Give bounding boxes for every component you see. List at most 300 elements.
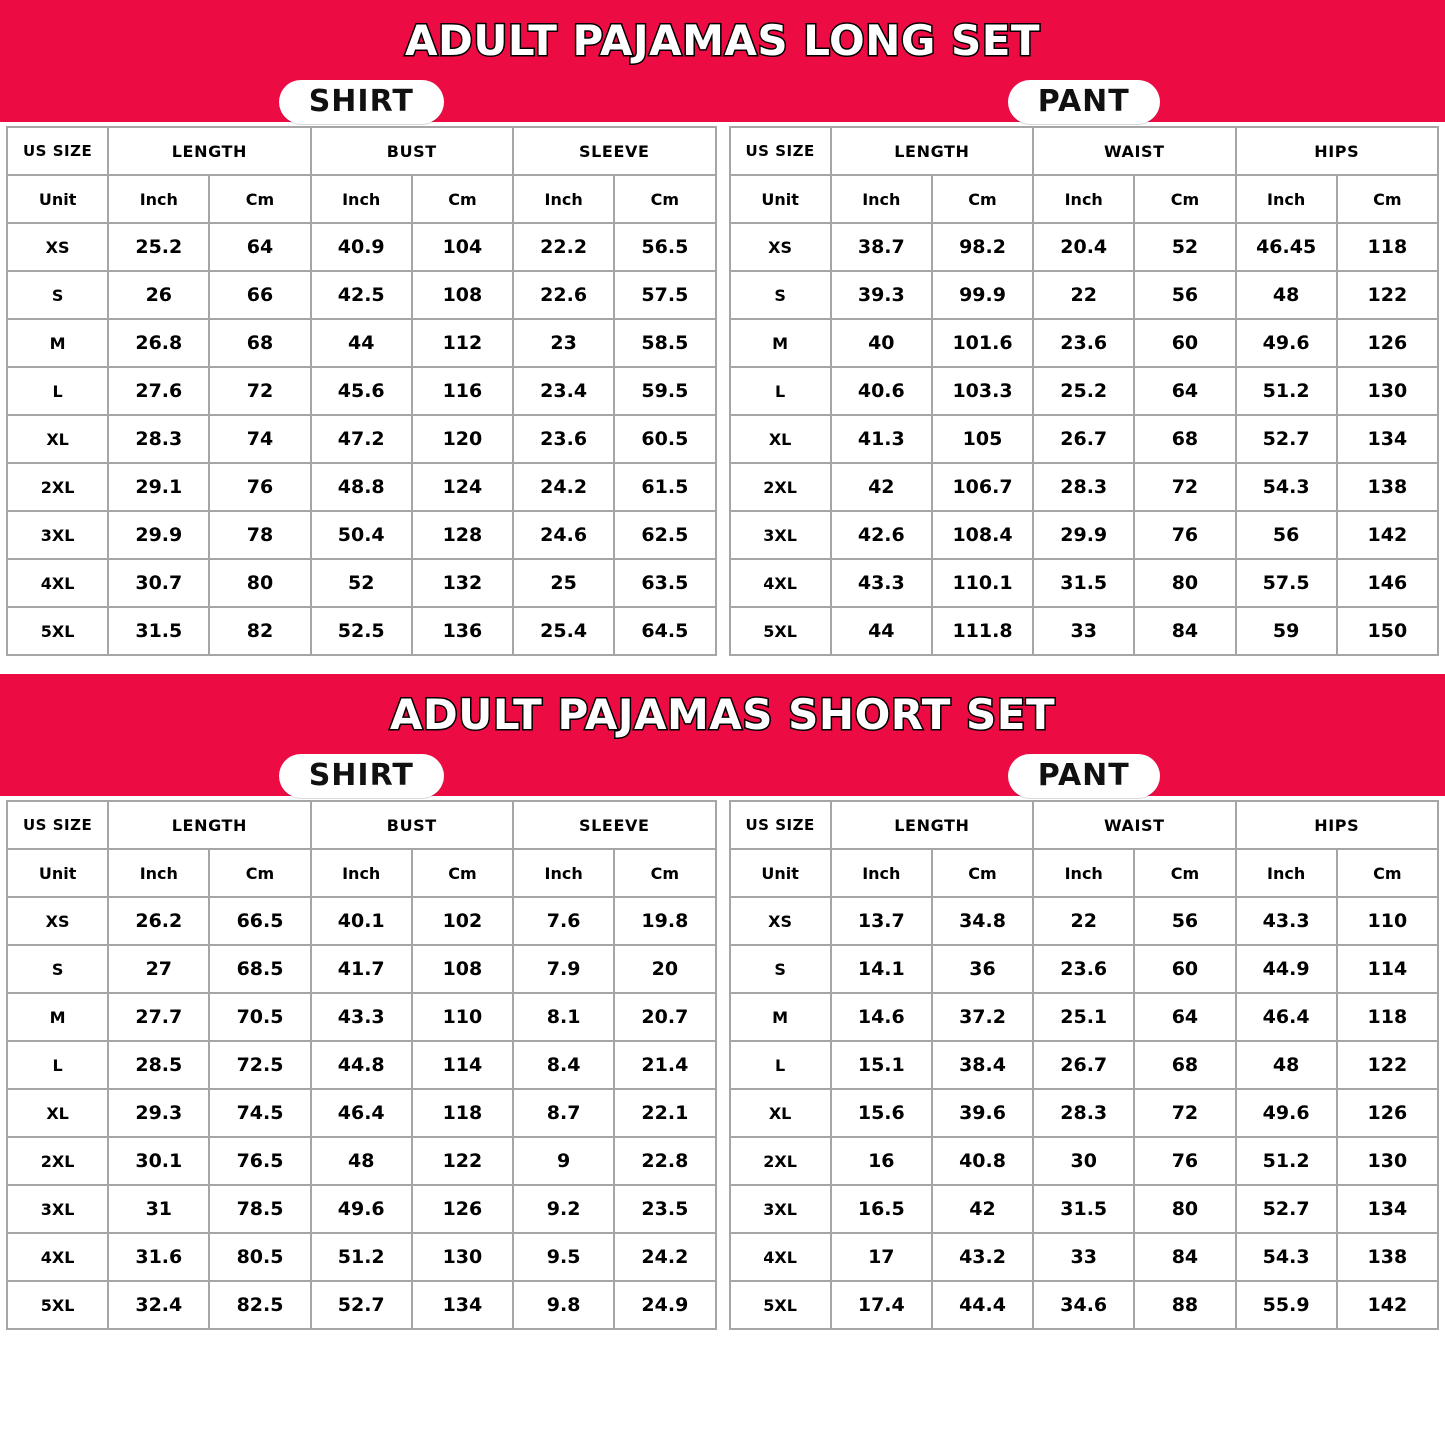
cell-value: 82 — [209, 607, 310, 655]
pill-cell-shirt-long — [0, 78, 723, 122]
cell-size: L — [730, 367, 831, 415]
cell-value: 23.6 — [1033, 945, 1134, 993]
cell-value: 22 — [1033, 897, 1134, 945]
table-row — [7, 463, 716, 511]
cell-value: 60.5 — [614, 415, 715, 463]
table-header-groups — [7, 801, 716, 849]
cell-size: S — [730, 271, 831, 319]
table-row — [730, 897, 1439, 945]
label-unit: Unit — [7, 175, 108, 223]
cell-size: M — [730, 993, 831, 1041]
cell-value: 20 — [614, 945, 715, 993]
cell-value: 40.6 — [831, 367, 932, 415]
cell-value: 55.9 — [1236, 1281, 1337, 1329]
cell-value: 16 — [831, 1137, 932, 1185]
header-group-waist: WAIST — [1033, 801, 1235, 849]
header-unit: Inch — [513, 175, 614, 223]
header-unit: Cm — [209, 175, 310, 223]
cell-value: 72 — [209, 367, 310, 415]
cell-value: 110 — [1337, 897, 1438, 945]
cell-value: 44.4 — [932, 1281, 1033, 1329]
cell-value: 76 — [1134, 1137, 1235, 1185]
cell-value: 132 — [412, 559, 513, 607]
cell-value: 28.5 — [108, 1041, 209, 1089]
cell-value: 39.6 — [932, 1089, 1033, 1137]
cell-value: 21.4 — [614, 1041, 715, 1089]
cell-value: 23.5 — [614, 1185, 715, 1233]
cell-value: 56 — [1236, 511, 1337, 559]
cell-value: 128 — [412, 511, 513, 559]
cell-value: 54.3 — [1236, 1233, 1337, 1281]
cell-value: 68 — [1134, 415, 1235, 463]
header-unit: Cm — [1337, 849, 1438, 897]
cell-value: 44 — [831, 607, 932, 655]
cell-size: 5XL — [7, 607, 108, 655]
cell-value: 134 — [1337, 1185, 1438, 1233]
cell-value: 24.9 — [614, 1281, 715, 1329]
header-unit: Cm — [412, 849, 513, 897]
cell-size: 4XL — [730, 559, 831, 607]
header-unit: Cm — [209, 849, 310, 897]
section-divider — [0, 662, 1445, 674]
cell-value: 130 — [412, 1233, 513, 1281]
cell-value: 46.45 — [1236, 223, 1337, 271]
cell-value: 22.1 — [614, 1089, 715, 1137]
cell-value: 142 — [1337, 1281, 1438, 1329]
cell-value: 22 — [1033, 271, 1134, 319]
cell-size: 5XL — [7, 1281, 108, 1329]
header-group-length: LENGTH — [108, 801, 310, 849]
cell-value: 48.8 — [311, 463, 412, 511]
cell-value: 25 — [513, 559, 614, 607]
header-group-hips: HIPS — [1236, 127, 1438, 175]
header-us-size: US SIZE — [7, 801, 108, 849]
cell-size: XS — [730, 897, 831, 945]
cell-value: 31 — [108, 1185, 209, 1233]
cell-value: 15.1 — [831, 1041, 932, 1089]
cell-value: 118 — [412, 1089, 513, 1137]
cell-value: 62.5 — [614, 511, 715, 559]
cell-value: 31.5 — [1033, 1185, 1134, 1233]
cell-value: 9.5 — [513, 1233, 614, 1281]
cell-value: 23.4 — [513, 367, 614, 415]
cell-size: 5XL — [730, 1281, 831, 1329]
cell-value: 26.2 — [108, 897, 209, 945]
cell-value: 122 — [1337, 271, 1438, 319]
cell-value: 104 — [412, 223, 513, 271]
cell-value: 150 — [1337, 607, 1438, 655]
cell-value: 122 — [1337, 1041, 1438, 1089]
cell-value: 37.2 — [932, 993, 1033, 1041]
cell-value: 70.5 — [209, 993, 310, 1041]
cell-value: 46.4 — [1236, 993, 1337, 1041]
table-row — [7, 993, 716, 1041]
header-unit: Cm — [932, 175, 1033, 223]
cell-value: 24.2 — [513, 463, 614, 511]
cell-value: 22.2 — [513, 223, 614, 271]
cell-value: 30.7 — [108, 559, 209, 607]
cell-value: 24.2 — [614, 1233, 715, 1281]
cell-value: 122 — [412, 1137, 513, 1185]
cell-value: 114 — [1337, 945, 1438, 993]
pill-row-short-set — [0, 752, 1445, 796]
label-unit: Unit — [730, 849, 831, 897]
header-unit: Cm — [932, 849, 1033, 897]
table-row — [7, 1089, 716, 1137]
cell-value: 118 — [1337, 993, 1438, 1041]
cell-value: 60 — [1134, 319, 1235, 367]
cell-value: 102 — [412, 897, 513, 945]
cell-size: XS — [730, 223, 831, 271]
header-group-bust: BUST — [311, 127, 513, 175]
cell-value: 8.1 — [513, 993, 614, 1041]
cell-size: L — [730, 1041, 831, 1089]
cell-value: 68.5 — [209, 945, 310, 993]
table-wrap-pant-short — [723, 796, 1445, 1336]
table-row — [7, 271, 716, 319]
cell-value: 45.6 — [311, 367, 412, 415]
header-group-length: LENGTH — [831, 127, 1033, 175]
table-row — [730, 1233, 1439, 1281]
cell-value: 51.2 — [1236, 1137, 1337, 1185]
cell-value: 76 — [1134, 511, 1235, 559]
header-group-bust: BUST — [311, 801, 513, 849]
table-row — [730, 1089, 1439, 1137]
cell-value: 126 — [1337, 1089, 1438, 1137]
pill-cell-shirt-short — [0, 752, 723, 796]
cell-value: 48 — [1236, 1041, 1337, 1089]
cell-value: 103.3 — [932, 367, 1033, 415]
cell-value: 23.6 — [513, 415, 614, 463]
cell-value: 52.7 — [1236, 415, 1337, 463]
cell-size: M — [7, 319, 108, 367]
table-unit-row — [730, 175, 1439, 223]
cell-value: 26.7 — [1033, 415, 1134, 463]
label-shirt-short: SHIRT — [279, 754, 444, 798]
header-unit: Inch — [513, 849, 614, 897]
cell-value: 42 — [932, 1185, 1033, 1233]
size-table-shirt-short — [6, 800, 717, 1330]
table-unit-row — [7, 849, 716, 897]
cell-value: 14.6 — [831, 993, 932, 1041]
cell-value: 40 — [831, 319, 932, 367]
cell-value: 40.1 — [311, 897, 412, 945]
cell-value: 44 — [311, 319, 412, 367]
cell-size: M — [7, 993, 108, 1041]
cell-size: M — [730, 319, 831, 367]
size-table-pant-short — [729, 800, 1440, 1330]
table-row — [7, 1185, 716, 1233]
label-unit: Unit — [7, 849, 108, 897]
cell-value: 68 — [209, 319, 310, 367]
cell-size: S — [7, 271, 108, 319]
cell-value: 31.6 — [108, 1233, 209, 1281]
cell-value: 48 — [1236, 271, 1337, 319]
header-unit: Inch — [311, 175, 412, 223]
cell-size: 2XL — [7, 463, 108, 511]
cell-value: 78.5 — [209, 1185, 310, 1233]
cell-value: 26.8 — [108, 319, 209, 367]
cell-value: 138 — [1337, 1233, 1438, 1281]
page-title-long-set: ADULT PAJAMAS LONG SET — [404, 16, 1041, 65]
label-pant-long: PANT — [1008, 80, 1160, 124]
cell-value: 112 — [412, 319, 513, 367]
cell-value: 47.2 — [311, 415, 412, 463]
table-row — [730, 319, 1439, 367]
cell-value: 30 — [1033, 1137, 1134, 1185]
cell-value: 146 — [1337, 559, 1438, 607]
cell-value: 29.3 — [108, 1089, 209, 1137]
cell-size: XL — [7, 1089, 108, 1137]
cell-value: 26.7 — [1033, 1041, 1134, 1089]
cell-value: 52 — [1134, 223, 1235, 271]
table-row — [730, 993, 1439, 1041]
cell-value: 40.8 — [932, 1137, 1033, 1185]
pill-cell-pant-long — [723, 78, 1445, 122]
cell-value: 84 — [1134, 1233, 1235, 1281]
cell-value: 64 — [1134, 367, 1235, 415]
header-unit: Inch — [108, 849, 209, 897]
table-row — [730, 945, 1439, 993]
cell-value: 76.5 — [209, 1137, 310, 1185]
cell-value: 136 — [412, 607, 513, 655]
cell-value: 82.5 — [209, 1281, 310, 1329]
cell-value: 52.5 — [311, 607, 412, 655]
table-row — [7, 1041, 716, 1089]
cell-value: 80.5 — [209, 1233, 310, 1281]
cell-value: 28.3 — [1033, 1089, 1134, 1137]
cell-value: 9.2 — [513, 1185, 614, 1233]
cell-value: 138 — [1337, 463, 1438, 511]
cell-value: 124 — [412, 463, 513, 511]
cell-value: 142 — [1337, 511, 1438, 559]
cell-value: 23.6 — [1033, 319, 1134, 367]
cell-value: 78 — [209, 511, 310, 559]
cell-value: 30.1 — [108, 1137, 209, 1185]
cell-size: 3XL — [7, 1185, 108, 1233]
table-row — [730, 367, 1439, 415]
pill-row-long-set — [0, 78, 1445, 122]
cell-value: 39.3 — [831, 271, 932, 319]
cell-value: 31.5 — [1033, 559, 1134, 607]
label-shirt-long: SHIRT — [279, 80, 444, 124]
size-table-pant-long — [729, 126, 1440, 656]
cell-value: 9.8 — [513, 1281, 614, 1329]
cell-size: 2XL — [7, 1137, 108, 1185]
cell-size: XL — [730, 1089, 831, 1137]
cell-size: 5XL — [730, 607, 831, 655]
header-unit: Cm — [1134, 175, 1235, 223]
cell-value: 40.9 — [311, 223, 412, 271]
header-unit: Inch — [831, 849, 932, 897]
cell-value: 31.5 — [108, 607, 209, 655]
cell-value: 64 — [209, 223, 310, 271]
cell-value: 101.6 — [932, 319, 1033, 367]
cell-value: 110 — [412, 993, 513, 1041]
cell-value: 25.2 — [1033, 367, 1134, 415]
cell-value: 61.5 — [614, 463, 715, 511]
header-unit: Inch — [831, 175, 932, 223]
header-unit: Inch — [108, 175, 209, 223]
cell-value: 72.5 — [209, 1041, 310, 1089]
table-row — [7, 1281, 716, 1329]
cell-value: 126 — [1337, 319, 1438, 367]
cell-value: 56 — [1134, 271, 1235, 319]
header-unit: Inch — [311, 849, 412, 897]
cell-value: 54.3 — [1236, 463, 1337, 511]
section-short-set — [0, 674, 1445, 1336]
cell-size: 4XL — [7, 559, 108, 607]
cell-value: 38.7 — [831, 223, 932, 271]
cell-value: 25.4 — [513, 607, 614, 655]
table-row — [7, 607, 716, 655]
cell-value: 8.7 — [513, 1089, 614, 1137]
cell-value: 130 — [1337, 367, 1438, 415]
cell-value: 57.5 — [1236, 559, 1337, 607]
table-row — [730, 559, 1439, 607]
cell-value: 99.9 — [932, 271, 1033, 319]
table-row — [730, 271, 1439, 319]
cell-value: 43.2 — [932, 1233, 1033, 1281]
header-unit: Inch — [1033, 849, 1134, 897]
cell-value: 7.6 — [513, 897, 614, 945]
cell-value: 105 — [932, 415, 1033, 463]
cell-value: 116 — [412, 367, 513, 415]
cell-size: L — [7, 1041, 108, 1089]
cell-value: 14.1 — [831, 945, 932, 993]
cell-value: 84 — [1134, 607, 1235, 655]
cell-value: 28.3 — [108, 415, 209, 463]
cell-value: 29.9 — [108, 511, 209, 559]
cell-size: L — [7, 367, 108, 415]
header-unit: Cm — [614, 849, 715, 897]
cell-value: 46.4 — [311, 1089, 412, 1137]
cell-value: 8.4 — [513, 1041, 614, 1089]
table-unit-row — [730, 849, 1439, 897]
cell-value: 41.3 — [831, 415, 932, 463]
cell-size: S — [7, 945, 108, 993]
cell-value: 13.7 — [831, 897, 932, 945]
cell-value: 51.2 — [1236, 367, 1337, 415]
table-row — [7, 223, 716, 271]
cell-value: 98.2 — [932, 223, 1033, 271]
table-unit-row — [7, 175, 716, 223]
cell-value: 22.6 — [513, 271, 614, 319]
cell-value: 49.6 — [311, 1185, 412, 1233]
table-row — [7, 1137, 716, 1185]
header-group-sleeve: SLEEVE — [513, 127, 715, 175]
cell-size: 2XL — [730, 1137, 831, 1185]
cell-value: 134 — [412, 1281, 513, 1329]
header-group-length: LENGTH — [108, 127, 310, 175]
table-header-groups — [730, 801, 1439, 849]
table-row — [730, 511, 1439, 559]
table-row — [730, 415, 1439, 463]
cell-value: 58.5 — [614, 319, 715, 367]
cell-value: 66 — [209, 271, 310, 319]
header-us-size: US SIZE — [730, 801, 831, 849]
cell-value: 32.4 — [108, 1281, 209, 1329]
cell-value: 26 — [108, 271, 209, 319]
cell-value: 25.1 — [1033, 993, 1134, 1041]
table-row — [730, 1185, 1439, 1233]
cell-value: 72 — [1134, 1089, 1235, 1137]
cell-value: 48 — [311, 1137, 412, 1185]
header-group-waist: WAIST — [1033, 127, 1235, 175]
cell-value: 51.2 — [311, 1233, 412, 1281]
cell-size: 4XL — [730, 1233, 831, 1281]
cell-value: 52 — [311, 559, 412, 607]
table-wrap-shirt-long — [0, 122, 723, 662]
cell-value: 28.3 — [1033, 463, 1134, 511]
cell-value: 29.9 — [1033, 511, 1134, 559]
header-unit: Inch — [1236, 849, 1337, 897]
cell-value: 74 — [209, 415, 310, 463]
table-row — [730, 1137, 1439, 1185]
header-unit: Cm — [1134, 849, 1235, 897]
cell-value: 50.4 — [311, 511, 412, 559]
table-row — [730, 223, 1439, 271]
table-wrap-pant-long — [723, 122, 1445, 662]
cell-value: 19.8 — [614, 897, 715, 945]
cell-value: 36 — [932, 945, 1033, 993]
cell-value: 80 — [1134, 1185, 1235, 1233]
cell-value: 15.6 — [831, 1089, 932, 1137]
cell-value: 43.3 — [1236, 897, 1337, 945]
cell-value: 33 — [1033, 607, 1134, 655]
cell-value: 68 — [1134, 1041, 1235, 1089]
cell-value: 20.4 — [1033, 223, 1134, 271]
table-row — [730, 1281, 1439, 1329]
header-us-size: US SIZE — [7, 127, 108, 175]
cell-value: 42.5 — [311, 271, 412, 319]
cell-value: 120 — [412, 415, 513, 463]
cell-value: 49.6 — [1236, 319, 1337, 367]
header-group-hips: HIPS — [1236, 801, 1438, 849]
section-long-set — [0, 0, 1445, 662]
header-unit: Cm — [614, 175, 715, 223]
cell-value: 24.6 — [513, 511, 614, 559]
cell-value: 7.9 — [513, 945, 614, 993]
cell-value: 106.7 — [932, 463, 1033, 511]
cell-value: 41.7 — [311, 945, 412, 993]
cell-value: 66.5 — [209, 897, 310, 945]
table-row — [7, 319, 716, 367]
cell-value: 29.1 — [108, 463, 209, 511]
pill-cell-pant-short — [723, 752, 1445, 796]
table-row — [7, 897, 716, 945]
header-group-length: LENGTH — [831, 801, 1033, 849]
cell-value: 34.6 — [1033, 1281, 1134, 1329]
cell-value: 130 — [1337, 1137, 1438, 1185]
header-unit: Inch — [1033, 175, 1134, 223]
table-row — [7, 415, 716, 463]
table-row — [730, 463, 1439, 511]
label-unit: Unit — [730, 175, 831, 223]
table-row — [7, 367, 716, 415]
cell-value: 126 — [412, 1185, 513, 1233]
table-row — [7, 511, 716, 559]
cell-value: 57.5 — [614, 271, 715, 319]
cell-value: 44.8 — [311, 1041, 412, 1089]
cell-value: 118 — [1337, 223, 1438, 271]
cell-size: 3XL — [730, 1185, 831, 1233]
cell-value: 27 — [108, 945, 209, 993]
cell-value: 64.5 — [614, 607, 715, 655]
cell-value: 80 — [209, 559, 310, 607]
table-row — [7, 945, 716, 993]
table-row — [730, 1041, 1439, 1089]
